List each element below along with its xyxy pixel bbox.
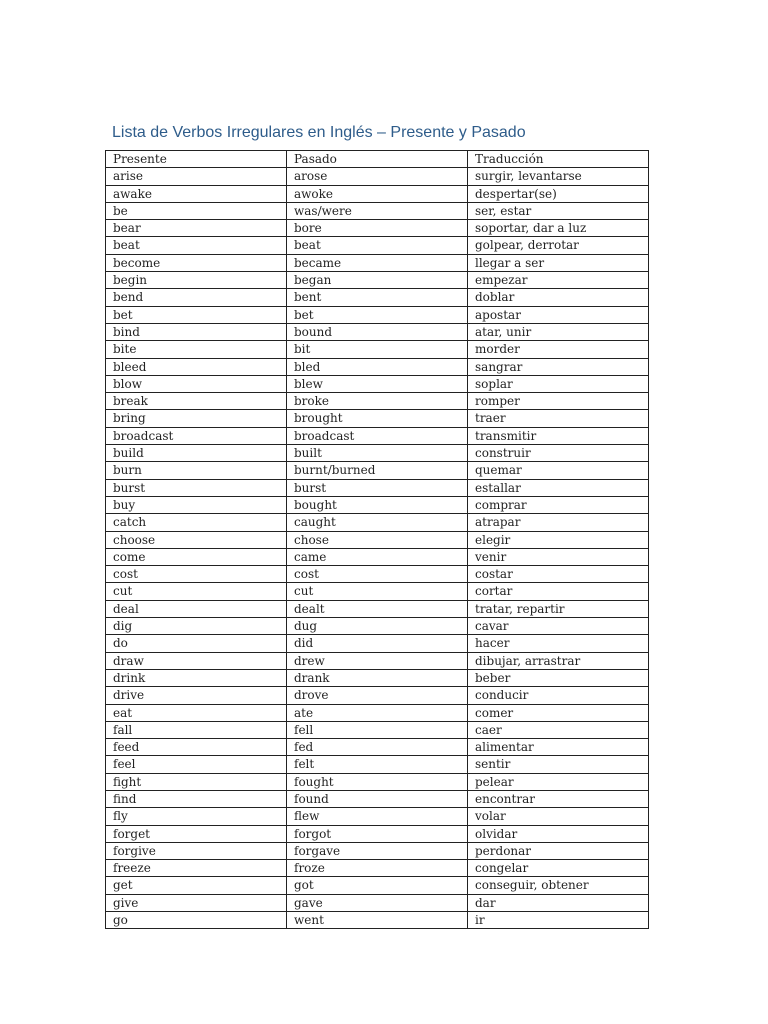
cell-traduccion: beber (468, 669, 649, 686)
cell-pasado: burst (287, 479, 468, 496)
table-row (106, 739, 649, 756)
cell-traduccion: tratar, repartir (468, 600, 649, 617)
cell-pasado: blew (287, 375, 468, 392)
table-row (106, 877, 649, 894)
cell-presente: beat (106, 237, 287, 254)
cell-traduccion: doblar (468, 289, 649, 306)
cell-traduccion: construir (468, 445, 649, 462)
cell-pasado: forgot (287, 825, 468, 842)
cell-pasado: ate (287, 704, 468, 721)
cell-presente: do (106, 635, 287, 652)
cell-presente: burn (106, 462, 287, 479)
table-row (106, 168, 649, 185)
table-header-row (106, 151, 649, 168)
table-row (106, 566, 649, 583)
cell-pasado: gave (287, 894, 468, 911)
table-row (106, 427, 649, 444)
page-title: Lista de Verbos Irregulares en Inglés – Presente y Pasado (112, 124, 526, 141)
cell-traduccion: apostar (468, 306, 649, 323)
cell-traduccion: dar (468, 894, 649, 911)
cell-traduccion: comprar (468, 496, 649, 513)
table-row (106, 618, 649, 635)
cell-presente: cut (106, 583, 287, 600)
table-row (106, 894, 649, 911)
table-row (106, 202, 649, 219)
table-row (106, 548, 649, 565)
cell-traduccion: congelar (468, 860, 649, 877)
table-row (106, 254, 649, 271)
cell-traduccion: atrapar (468, 514, 649, 531)
cell-pasado: bought (287, 496, 468, 513)
cell-presente: dig (106, 618, 287, 635)
cell-traduccion: elegir (468, 531, 649, 548)
cell-presente: broadcast (106, 427, 287, 444)
cell-presente: choose (106, 531, 287, 548)
cell-presente: feel (106, 756, 287, 773)
cell-traduccion: venir (468, 548, 649, 565)
cell-pasado: bet (287, 306, 468, 323)
cell-presente: fight (106, 773, 287, 790)
cell-presente: bleed (106, 358, 287, 375)
cell-traduccion: traer (468, 410, 649, 427)
cell-pasado: bound (287, 323, 468, 340)
cell-pasado: bit (287, 341, 468, 358)
cell-traduccion: golpear, derrotar (468, 237, 649, 254)
cell-traduccion: surgir, levantarse (468, 168, 649, 185)
cell-pasado: bore (287, 220, 468, 237)
cell-presente: fly (106, 808, 287, 825)
cell-traduccion: costar (468, 566, 649, 583)
table-row (106, 808, 649, 825)
cell-pasado: caught (287, 514, 468, 531)
cell-presente: burst (106, 479, 287, 496)
table-row (106, 704, 649, 721)
cell-pasado: bled (287, 358, 468, 375)
cell-presente: blow (106, 375, 287, 392)
cell-presente: come (106, 548, 287, 565)
cell-traduccion: comer (468, 704, 649, 721)
cell-traduccion: soportar, dar a luz (468, 220, 649, 237)
cell-traduccion: caer (468, 721, 649, 738)
cell-presente: freeze (106, 860, 287, 877)
cell-pasado: bent (287, 289, 468, 306)
cell-presente: go (106, 912, 287, 929)
table-row (106, 358, 649, 375)
irregular-verbs-table (105, 150, 649, 929)
cell-pasado: dealt (287, 600, 468, 617)
cell-traduccion: llegar a ser (468, 254, 649, 271)
header-presente: Presente (106, 151, 287, 168)
cell-traduccion: empezar (468, 272, 649, 289)
table-row (106, 289, 649, 306)
cell-traduccion: encontrar (468, 790, 649, 807)
cell-pasado: beat (287, 237, 468, 254)
cell-traduccion: cavar (468, 618, 649, 635)
table-row (106, 410, 649, 427)
table-row (106, 773, 649, 790)
cell-presente: eat (106, 704, 287, 721)
table-row (106, 721, 649, 738)
cell-presente: drive (106, 687, 287, 704)
cell-presente: deal (106, 600, 287, 617)
table-row (106, 687, 649, 704)
table-row (106, 860, 649, 877)
cell-presente: build (106, 445, 287, 462)
cell-pasado: was/were (287, 202, 468, 219)
cell-pasado: chose (287, 531, 468, 548)
cell-traduccion: ir (468, 912, 649, 929)
cell-traduccion: atar, unir (468, 323, 649, 340)
cell-traduccion: hacer (468, 635, 649, 652)
cell-traduccion: olvidar (468, 825, 649, 842)
cell-traduccion: dibujar, arrastrar (468, 652, 649, 669)
cell-traduccion: sangrar (468, 358, 649, 375)
cell-pasado: did (287, 635, 468, 652)
table-row (106, 912, 649, 929)
cell-pasado: broke (287, 393, 468, 410)
cell-pasado: awoke (287, 185, 468, 202)
cell-traduccion: despertar(se) (468, 185, 649, 202)
cell-pasado: forgave (287, 842, 468, 859)
cell-presente: arise (106, 168, 287, 185)
cell-pasado: fought (287, 773, 468, 790)
cell-presente: buy (106, 496, 287, 513)
table-row (106, 514, 649, 531)
cell-traduccion: quemar (468, 462, 649, 479)
cell-pasado: flew (287, 808, 468, 825)
cell-presente: cost (106, 566, 287, 583)
cell-presente: awake (106, 185, 287, 202)
table-row (106, 479, 649, 496)
cell-presente: get (106, 877, 287, 894)
cell-traduccion: perdonar (468, 842, 649, 859)
table-body (106, 151, 649, 929)
cell-pasado: felt (287, 756, 468, 773)
table-row (106, 496, 649, 513)
cell-pasado: found (287, 790, 468, 807)
cell-traduccion: transmitir (468, 427, 649, 444)
cell-pasado: drank (287, 669, 468, 686)
cell-pasado: cost (287, 566, 468, 583)
header-traduccion: Traducción (468, 151, 649, 168)
table-row (106, 393, 649, 410)
table-row (106, 462, 649, 479)
cell-pasado: froze (287, 860, 468, 877)
cell-pasado: burnt/burned (287, 462, 468, 479)
header-pasado: Pasado (287, 151, 468, 168)
table-row (106, 306, 649, 323)
cell-traduccion: conducir (468, 687, 649, 704)
table-row (106, 790, 649, 807)
table-row (106, 842, 649, 859)
cell-traduccion: ser, estar (468, 202, 649, 219)
cell-traduccion: pelear (468, 773, 649, 790)
cell-presente: be (106, 202, 287, 219)
cell-presente: give (106, 894, 287, 911)
table-row (106, 669, 649, 686)
table-row (106, 375, 649, 392)
cell-traduccion: sentir (468, 756, 649, 773)
table-row (106, 237, 649, 254)
table-row (106, 531, 649, 548)
cell-traduccion: soplar (468, 375, 649, 392)
cell-presente: bear (106, 220, 287, 237)
cell-traduccion: cortar (468, 583, 649, 600)
table-row (106, 600, 649, 617)
cell-presente: bend (106, 289, 287, 306)
cell-presente: bind (106, 323, 287, 340)
cell-pasado: got (287, 877, 468, 894)
table-row (106, 756, 649, 773)
table-row (106, 635, 649, 652)
cell-presente: draw (106, 652, 287, 669)
cell-presente: bet (106, 306, 287, 323)
cell-presente: begin (106, 272, 287, 289)
cell-traduccion: volar (468, 808, 649, 825)
cell-pasado: broadcast (287, 427, 468, 444)
cell-pasado: fell (287, 721, 468, 738)
table-row (106, 272, 649, 289)
cell-presente: become (106, 254, 287, 271)
table-row (106, 583, 649, 600)
cell-pasado: came (287, 548, 468, 565)
cell-traduccion: conseguir, obtener (468, 877, 649, 894)
cell-traduccion: romper (468, 393, 649, 410)
cell-pasado: drove (287, 687, 468, 704)
table-row (106, 323, 649, 340)
cell-pasado: fed (287, 739, 468, 756)
cell-presente: find (106, 790, 287, 807)
cell-presente: bite (106, 341, 287, 358)
cell-traduccion: alimentar (468, 739, 649, 756)
cell-pasado: arose (287, 168, 468, 185)
cell-pasado: brought (287, 410, 468, 427)
cell-presente: drink (106, 669, 287, 686)
cell-traduccion: morder (468, 341, 649, 358)
cell-pasado: dug (287, 618, 468, 635)
cell-presente: forgive (106, 842, 287, 859)
cell-traduccion: estallar (468, 479, 649, 496)
cell-pasado: went (287, 912, 468, 929)
table-row (106, 220, 649, 237)
cell-pasado: began (287, 272, 468, 289)
cell-pasado: cut (287, 583, 468, 600)
table-row (106, 445, 649, 462)
cell-presente: feed (106, 739, 287, 756)
cell-presente: fall (106, 721, 287, 738)
table-row (106, 185, 649, 202)
table-row (106, 341, 649, 358)
cell-presente: forget (106, 825, 287, 842)
table-row (106, 825, 649, 842)
cell-pasado: built (287, 445, 468, 462)
cell-presente: break (106, 393, 287, 410)
cell-presente: catch (106, 514, 287, 531)
cell-pasado: drew (287, 652, 468, 669)
cell-presente: bring (106, 410, 287, 427)
table-row (106, 652, 649, 669)
cell-pasado: became (287, 254, 468, 271)
